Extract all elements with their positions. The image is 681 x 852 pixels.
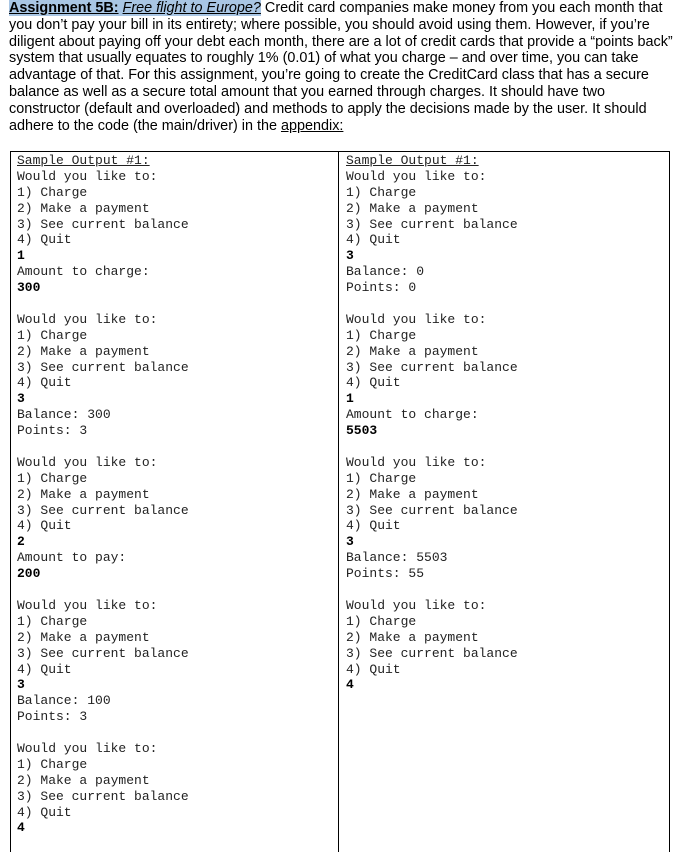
user-input-line: 3 <box>17 391 25 407</box>
console-output-line: Would you like to: <box>17 597 158 613</box>
user-input-line: 2 <box>17 534 25 550</box>
console-output-line: 4) Quit <box>17 518 72 534</box>
console-output-line <box>17 439 189 455</box>
user-input-line: 4 <box>17 820 25 836</box>
user-input-line: 3 <box>346 534 354 550</box>
console-output-line <box>17 296 189 312</box>
assignment-highlight <box>9 0 261 16</box>
console-output-line: 4) Quit <box>346 661 401 677</box>
user-input-line: 1 <box>346 391 354 407</box>
console-output-line <box>17 582 189 598</box>
console-output-line: Would you like to: <box>346 311 487 327</box>
console-output-line: 2) Make a payment <box>17 200 150 216</box>
console-output-line: 4) Quit <box>346 518 401 534</box>
console-output-line: Amount to charge: <box>346 407 479 423</box>
assignment-title: Assignment 5B: <box>9 0 119 16</box>
console-output-line: 1) Charge <box>17 327 88 343</box>
console-output-line: Balance: 300 <box>17 407 111 423</box>
console-output-line: 4) Quit <box>346 375 401 391</box>
console-output-line: Amount to charge: <box>17 264 150 280</box>
user-input-line: 3 <box>17 677 25 693</box>
assignment-body-text: Credit card companies make money from you each month that you don’t pay your bill in its entirety; where possible, you should avoid using them. However, if you’re diligent about paying off your debt each month, there are a lot of credit cards that provide a “points back” system that usually equates to roughly 1% (0.01) of what you charge – and over time, you can take advantage of that. For this assignment, you’re going to create the CreditCard class that has a secure balance as well as a secure total amount that you earned through charges. It should have two constructor (default and overloaded) and methods to apply the decisions made by the user. It should adhere to the code (the main/driver) in the appendix: <box>9 0 673 134</box>
console-output-line: Would you like to: <box>17 168 158 184</box>
console-output-line: Would you like to: <box>17 311 158 327</box>
console-output-line: Balance: 5503 <box>346 550 448 566</box>
console-output-line: Points: 3 <box>17 709 88 725</box>
user-input-line: 4 <box>346 677 354 693</box>
user-input-line: 5503 <box>346 423 378 439</box>
console-output-line <box>17 725 189 741</box>
sample-output-left-column <box>17 153 189 836</box>
console-output-line: Would you like to: <box>346 454 487 470</box>
user-input-line: 300 <box>17 280 41 296</box>
console-output-line: 2) Make a payment <box>346 200 479 216</box>
console-output-line: 4) Quit <box>17 804 72 820</box>
sample-output-table <box>10 151 670 852</box>
console-output-line: 3) See current balance <box>17 502 189 518</box>
console-output-line: 1) Charge <box>17 613 88 629</box>
console-output-line: Would you like to: <box>346 168 487 184</box>
console-output-line: 1) Charge <box>17 470 88 486</box>
console-output-line: 2) Make a payment <box>17 486 150 502</box>
console-output-line: 4) Quit <box>17 375 72 391</box>
console-output-line: 3) See current balance <box>346 645 518 661</box>
console-output-line: Would you like to: <box>346 597 487 613</box>
assignment-subtitle: Free flight to Europe? <box>122 0 261 16</box>
console-output-line: 2) Make a payment <box>17 772 150 788</box>
console-output-line: 3) See current balance <box>346 502 518 518</box>
console-output-line: 2) Make a payment <box>346 486 479 502</box>
console-output-line: 3) See current balance <box>17 359 189 375</box>
console-output-line: Points: 55 <box>346 566 425 582</box>
console-output-line: 2) Make a payment <box>346 629 479 645</box>
console-output-line: Amount to pay: <box>17 550 127 566</box>
sample-output-heading: Sample Output #1: <box>346 153 479 168</box>
console-output-line: Points: 3 <box>17 423 88 439</box>
user-input-line: 200 <box>17 566 41 582</box>
console-output-line: 1) Charge <box>346 470 417 486</box>
console-output-line: Would you like to: <box>17 740 158 756</box>
console-output-line: Balance: 0 <box>346 264 425 280</box>
console-output-line: Balance: 100 <box>17 693 111 709</box>
console-output-line: 1) Charge <box>17 756 88 772</box>
column-divider <box>338 152 339 852</box>
console-output-line: 3) See current balance <box>346 359 518 375</box>
console-output-line: 4) Quit <box>346 232 401 248</box>
assignment-description <box>9 0 677 134</box>
console-output-line: 3) See current balance <box>17 645 189 661</box>
sample-output-right-column <box>346 153 518 693</box>
console-output-line <box>346 582 518 598</box>
console-output-line: 3) See current balance <box>346 216 518 232</box>
user-input-line: 3 <box>346 248 354 264</box>
console-output-line: 1) Charge <box>346 184 417 200</box>
console-output-line: Would you like to: <box>17 454 158 470</box>
console-output-line: 2) Make a payment <box>17 343 150 359</box>
console-output-line <box>346 439 518 455</box>
console-output-line: 3) See current balance <box>17 216 189 232</box>
console-output-line <box>346 296 518 312</box>
console-output-line: 2) Make a payment <box>17 629 150 645</box>
console-output-line: Points: 0 <box>346 280 417 296</box>
console-output-line: 1) Charge <box>17 184 88 200</box>
console-output-line: 2) Make a payment <box>346 343 479 359</box>
console-output-line: 3) See current balance <box>17 788 189 804</box>
sample-output-heading: Sample Output #1: <box>17 153 150 168</box>
console-output-line: 1) Charge <box>346 327 417 343</box>
console-output-line: 4) Quit <box>17 661 72 677</box>
appendix-word: appendix: <box>280 117 344 134</box>
console-output-line: 4) Quit <box>17 232 72 248</box>
user-input-line: 1 <box>17 248 25 264</box>
console-output-line: 1) Charge <box>346 613 417 629</box>
